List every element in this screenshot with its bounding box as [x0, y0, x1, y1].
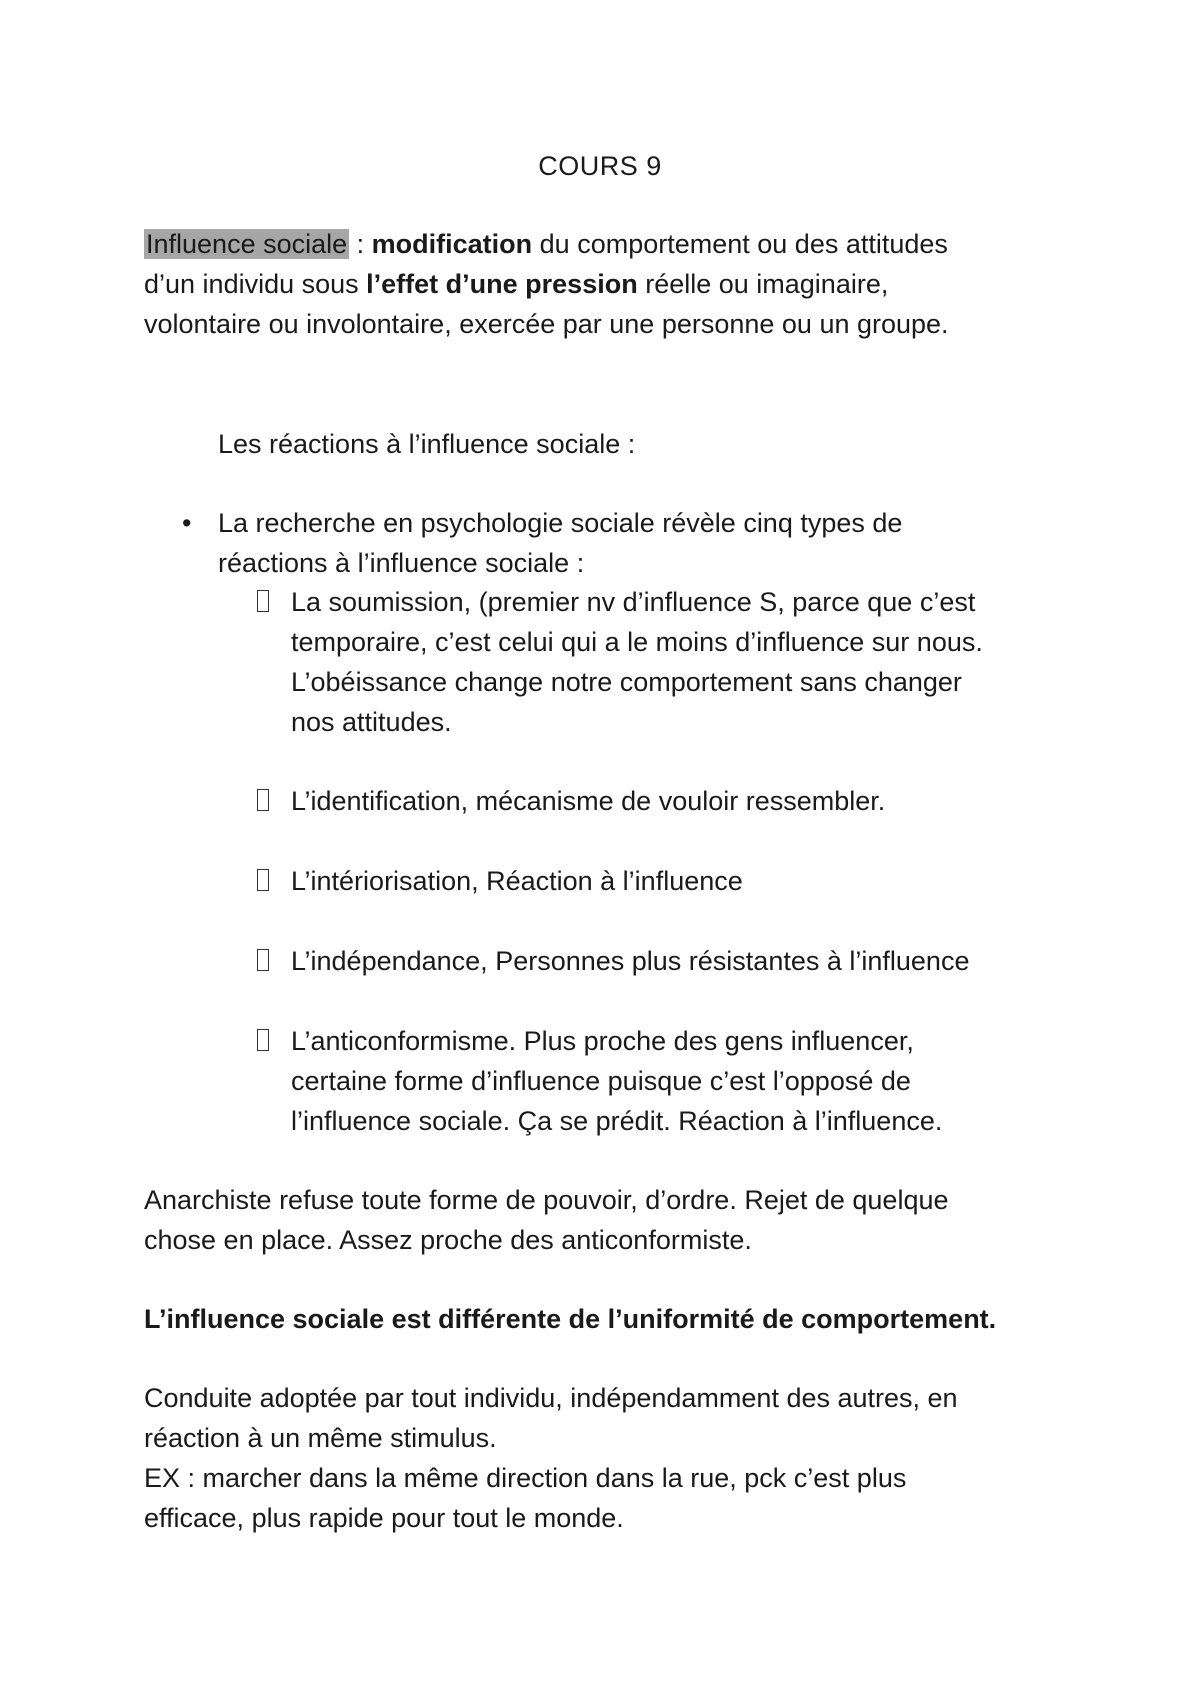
subitem-5-line-1: L’anticonformisme. Plus proche des gens influencer,: [291, 1026, 914, 1056]
example-line-2: efficace, plus rapide pour tout le monde.: [144, 1503, 624, 1533]
anarchiste-line-1: Anarchiste refuse toute forme de pouvoir, d’ordre. Rejet de quelque: [144, 1185, 949, 1215]
definition-line-1: [144, 224, 948, 264]
subitem-1-line-4: nos attitudes.: [291, 707, 452, 737]
bullet-line-1: La recherche en psychologie sociale révèle cinq types de: [218, 508, 903, 538]
bullet-line-2: réactions à l’influence sociale :: [218, 548, 585, 578]
definition-text-2a: d’un individu sous: [144, 269, 367, 299]
subitem-1-line-2: temporaire, c’est celui qui a le moins d’influence sur nous.: [291, 627, 983, 657]
definition-text-2b: réelle ou imaginaire,: [637, 269, 889, 299]
definition-line-3: volontaire ou involontaire, exercée par une personne ou un groupe.: [144, 309, 949, 339]
bullet-dot: •: [182, 508, 192, 538]
subitem-2-line-1: L’identification, mécanisme de vouloir ressembler.: [291, 786, 886, 816]
definition-bold-1: modification: [371, 229, 533, 259]
subitem-1-line-3: L’obéissance change notre comportement sans changer: [291, 667, 962, 697]
subitem-5-line-2: certaine forme d’influence puisque c’est l’opposé de: [291, 1066, 911, 1096]
highlighted-term: Influence sociale: [146, 229, 348, 259]
missing-glyph-icon: [257, 789, 269, 811]
subitem-1-line-1: La soumission, (premier nv d’influence S, parce que c’est: [291, 587, 976, 617]
missing-glyph-icon: [257, 949, 269, 971]
missing-glyph-icon: [257, 869, 269, 891]
definition-bold-2: l’effet d’une pression: [366, 269, 638, 299]
reactions-heading: Les réactions à l’influence sociale :: [218, 429, 636, 459]
page-title: COURS 9: [538, 151, 662, 181]
subitem-5-line-3: l’influence sociale. Ça se prédit. Réaction à l’influence.: [291, 1106, 943, 1136]
definition-line-2: [144, 264, 888, 304]
missing-glyph-icon: [257, 1029, 269, 1051]
missing-glyph-icon: [257, 590, 269, 612]
subitem-3-line-1: L’intériorisation, Réaction à l’influence: [291, 866, 743, 896]
anarchiste-line-2: chose en place. Assez proche des anticonformiste.: [144, 1225, 752, 1255]
definition-text-1: du comportement ou des attitudes: [532, 229, 948, 259]
subitem-4-line-1: L’indépendance, Personnes plus résistantes à l’influence: [291, 946, 970, 976]
example-line-1: EX : marcher dans la même direction dans la rue, pck c’est plus: [144, 1463, 907, 1493]
bold-statement: L’influence sociale est différente de l’uniformité de comportement.: [144, 1304, 997, 1334]
conduite-line-1: Conduite adoptée par tout individu, indépendamment des autres, en: [144, 1383, 958, 1413]
definition-separator: :: [349, 229, 372, 259]
conduite-line-2: réaction à un même stimulus.: [144, 1423, 497, 1453]
